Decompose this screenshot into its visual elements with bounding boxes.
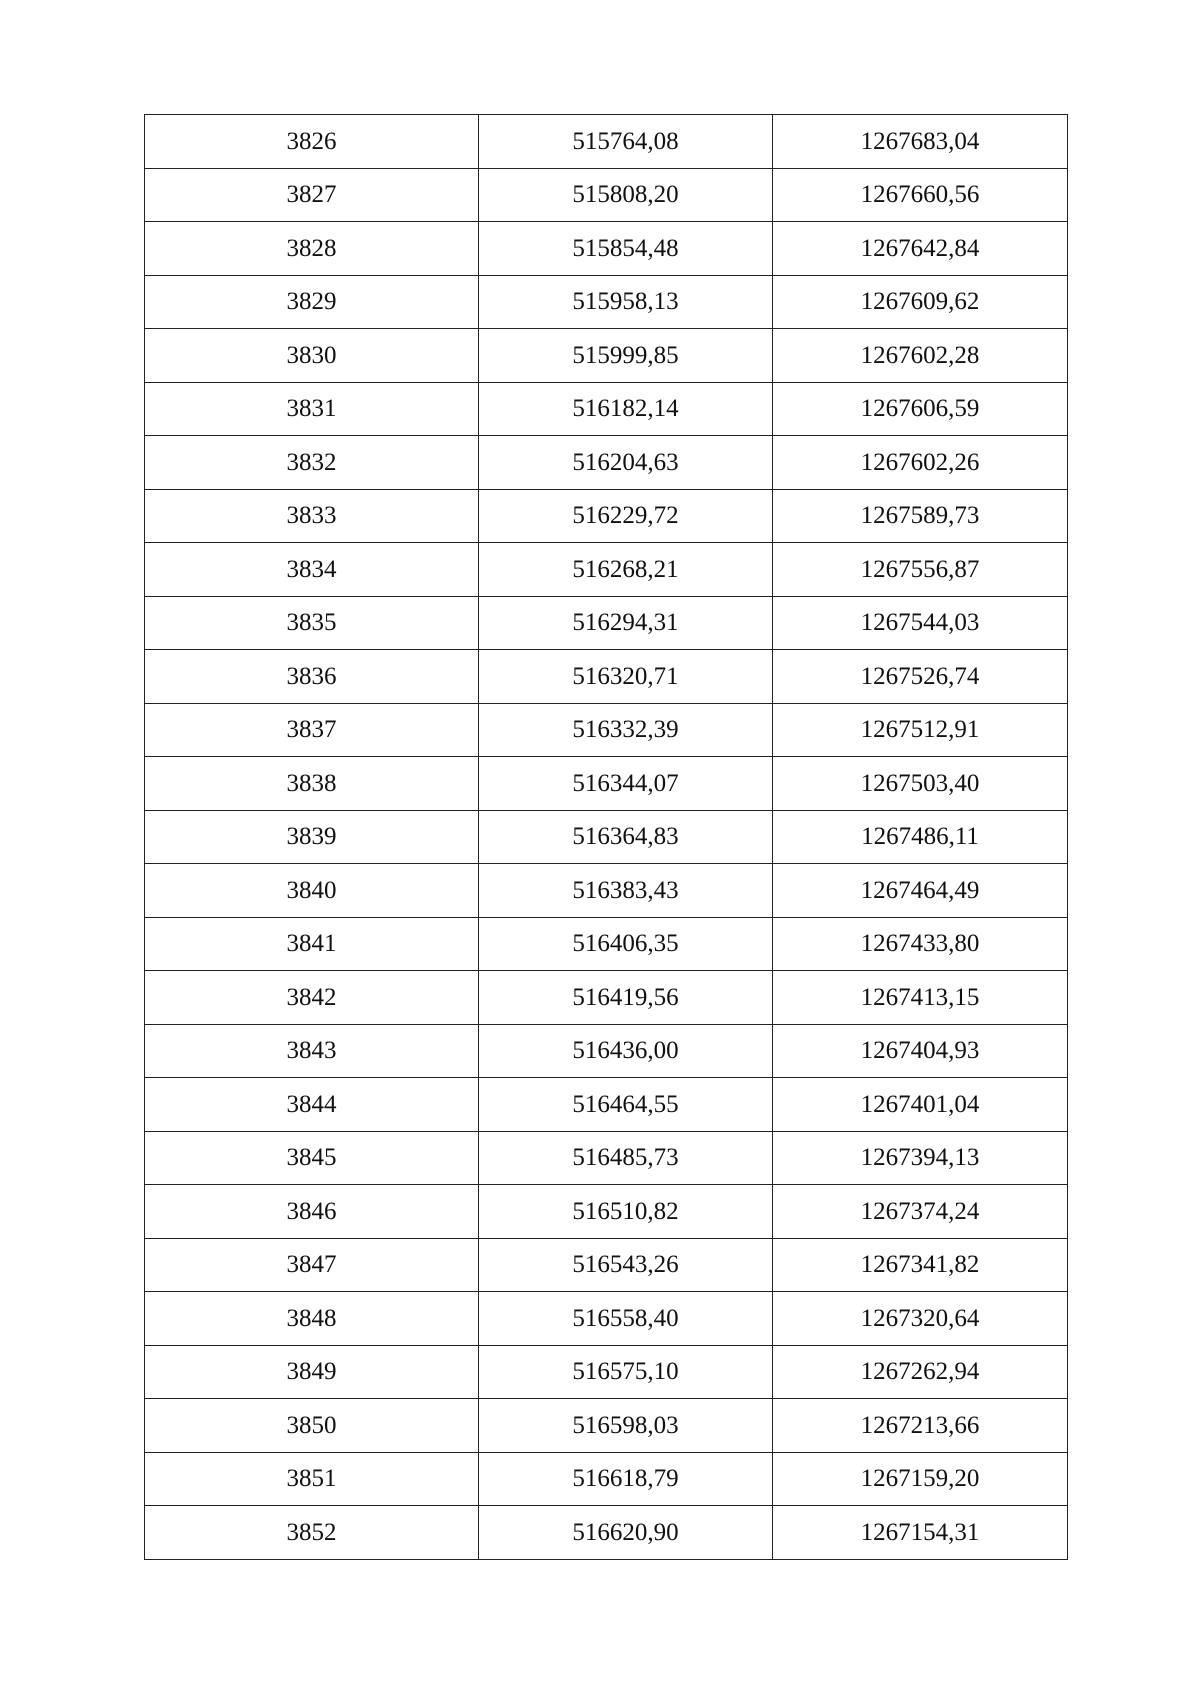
x-coordinate-cell: 516182,14 [479, 382, 773, 436]
y-coordinate-cell: 1267606,59 [773, 382, 1068, 436]
x-coordinate-cell: 516464,55 [479, 1078, 773, 1132]
x-coordinate-cell: 515808,20 [479, 168, 773, 222]
table-row [145, 1399, 1068, 1453]
point-number-cell: 3852 [145, 1506, 479, 1560]
y-coordinate-cell: 1267544,03 [773, 596, 1068, 650]
point-number-cell: 3851 [145, 1452, 479, 1506]
y-coordinate-cell: 1267413,15 [773, 971, 1068, 1025]
point-number-cell: 3832 [145, 436, 479, 490]
x-coordinate-cell: 516364,83 [479, 810, 773, 864]
x-coordinate-cell: 516620,90 [479, 1506, 773, 1560]
x-coordinate-cell: 516229,72 [479, 489, 773, 543]
table-row [145, 168, 1068, 222]
table-row [145, 1452, 1068, 1506]
point-number-cell: 3836 [145, 650, 479, 704]
point-number-cell: 3843 [145, 1024, 479, 1078]
y-coordinate-cell: 1267556,87 [773, 543, 1068, 597]
table-row [145, 543, 1068, 597]
y-coordinate-cell: 1267213,66 [773, 1399, 1068, 1453]
y-coordinate-cell: 1267503,40 [773, 757, 1068, 811]
y-coordinate-cell: 1267642,84 [773, 222, 1068, 276]
y-coordinate-cell: 1267464,49 [773, 864, 1068, 918]
point-number-cell: 3837 [145, 703, 479, 757]
x-coordinate-cell: 516332,39 [479, 703, 773, 757]
table-row [145, 1292, 1068, 1346]
point-number-cell: 3826 [145, 115, 479, 169]
x-coordinate-cell: 516383,43 [479, 864, 773, 918]
table-row [145, 1131, 1068, 1185]
y-coordinate-cell: 1267589,73 [773, 489, 1068, 543]
x-coordinate-cell: 515958,13 [479, 275, 773, 329]
point-number-cell: 3841 [145, 917, 479, 971]
point-number-cell: 3847 [145, 1238, 479, 1292]
y-coordinate-cell: 1267602,28 [773, 329, 1068, 383]
y-coordinate-cell: 1267609,62 [773, 275, 1068, 329]
table-row [145, 1345, 1068, 1399]
point-number-cell: 3830 [145, 329, 479, 383]
table-row [145, 971, 1068, 1025]
point-number-cell: 3846 [145, 1185, 479, 1239]
point-number-cell: 3833 [145, 489, 479, 543]
x-coordinate-cell: 516344,07 [479, 757, 773, 811]
x-coordinate-cell: 515999,85 [479, 329, 773, 383]
table-row [145, 1078, 1068, 1132]
y-coordinate-cell: 1267262,94 [773, 1345, 1068, 1399]
y-coordinate-cell: 1267374,24 [773, 1185, 1068, 1239]
y-coordinate-cell: 1267526,74 [773, 650, 1068, 704]
x-coordinate-cell: 515854,48 [479, 222, 773, 276]
x-coordinate-cell: 516618,79 [479, 1452, 773, 1506]
x-coordinate-cell: 516575,10 [479, 1345, 773, 1399]
point-number-cell: 3842 [145, 971, 479, 1025]
x-coordinate-cell: 516268,21 [479, 543, 773, 597]
x-coordinate-cell: 516406,35 [479, 917, 773, 971]
y-coordinate-cell: 1267341,82 [773, 1238, 1068, 1292]
table-row [145, 1506, 1068, 1560]
point-number-cell: 3848 [145, 1292, 479, 1346]
point-number-cell: 3827 [145, 168, 479, 222]
point-number-cell: 3840 [145, 864, 479, 918]
point-number-cell: 3829 [145, 275, 479, 329]
point-number-cell: 3834 [145, 543, 479, 597]
x-coordinate-cell: 515764,08 [479, 115, 773, 169]
table-row [145, 650, 1068, 704]
point-number-cell: 3849 [145, 1345, 479, 1399]
y-coordinate-cell: 1267154,31 [773, 1506, 1068, 1560]
table-row [145, 757, 1068, 811]
y-coordinate-cell: 1267602,26 [773, 436, 1068, 490]
y-coordinate-cell: 1267394,13 [773, 1131, 1068, 1185]
x-coordinate-cell: 516436,00 [479, 1024, 773, 1078]
x-coordinate-cell: 516598,03 [479, 1399, 773, 1453]
point-number-cell: 3839 [145, 810, 479, 864]
point-number-cell: 3845 [145, 1131, 479, 1185]
point-number-cell: 3828 [145, 222, 479, 276]
y-coordinate-cell: 1267401,04 [773, 1078, 1068, 1132]
table-row [145, 329, 1068, 383]
x-coordinate-cell: 516558,40 [479, 1292, 773, 1346]
table-row [145, 810, 1068, 864]
table-row [145, 703, 1068, 757]
table-row [145, 275, 1068, 329]
table-row [145, 1024, 1068, 1078]
table-row [145, 436, 1068, 490]
x-coordinate-cell: 516294,31 [479, 596, 773, 650]
y-coordinate-cell: 1267512,91 [773, 703, 1068, 757]
y-coordinate-cell: 1267683,04 [773, 115, 1068, 169]
coordinates-table [144, 114, 1068, 1560]
point-number-cell: 3844 [145, 1078, 479, 1132]
y-coordinate-cell: 1267660,56 [773, 168, 1068, 222]
table-row [145, 596, 1068, 650]
y-coordinate-cell: 1267320,64 [773, 1292, 1068, 1346]
table-row [145, 917, 1068, 971]
x-coordinate-cell: 516485,73 [479, 1131, 773, 1185]
point-number-cell: 3835 [145, 596, 479, 650]
coordinates-table-body [145, 115, 1068, 1560]
y-coordinate-cell: 1267486,11 [773, 810, 1068, 864]
y-coordinate-cell: 1267159,20 [773, 1452, 1068, 1506]
y-coordinate-cell: 1267433,80 [773, 917, 1068, 971]
x-coordinate-cell: 516320,71 [479, 650, 773, 704]
x-coordinate-cell: 516419,56 [479, 971, 773, 1025]
y-coordinate-cell: 1267404,93 [773, 1024, 1068, 1078]
table-row [145, 115, 1068, 169]
table-row [145, 1238, 1068, 1292]
x-coordinate-cell: 516543,26 [479, 1238, 773, 1292]
table-row [145, 489, 1068, 543]
x-coordinate-cell: 516204,63 [479, 436, 773, 490]
table-row [145, 222, 1068, 276]
table-row [145, 864, 1068, 918]
x-coordinate-cell: 516510,82 [479, 1185, 773, 1239]
point-number-cell: 3850 [145, 1399, 479, 1453]
table-row [145, 382, 1068, 436]
point-number-cell: 3831 [145, 382, 479, 436]
point-number-cell: 3838 [145, 757, 479, 811]
table-row [145, 1185, 1068, 1239]
